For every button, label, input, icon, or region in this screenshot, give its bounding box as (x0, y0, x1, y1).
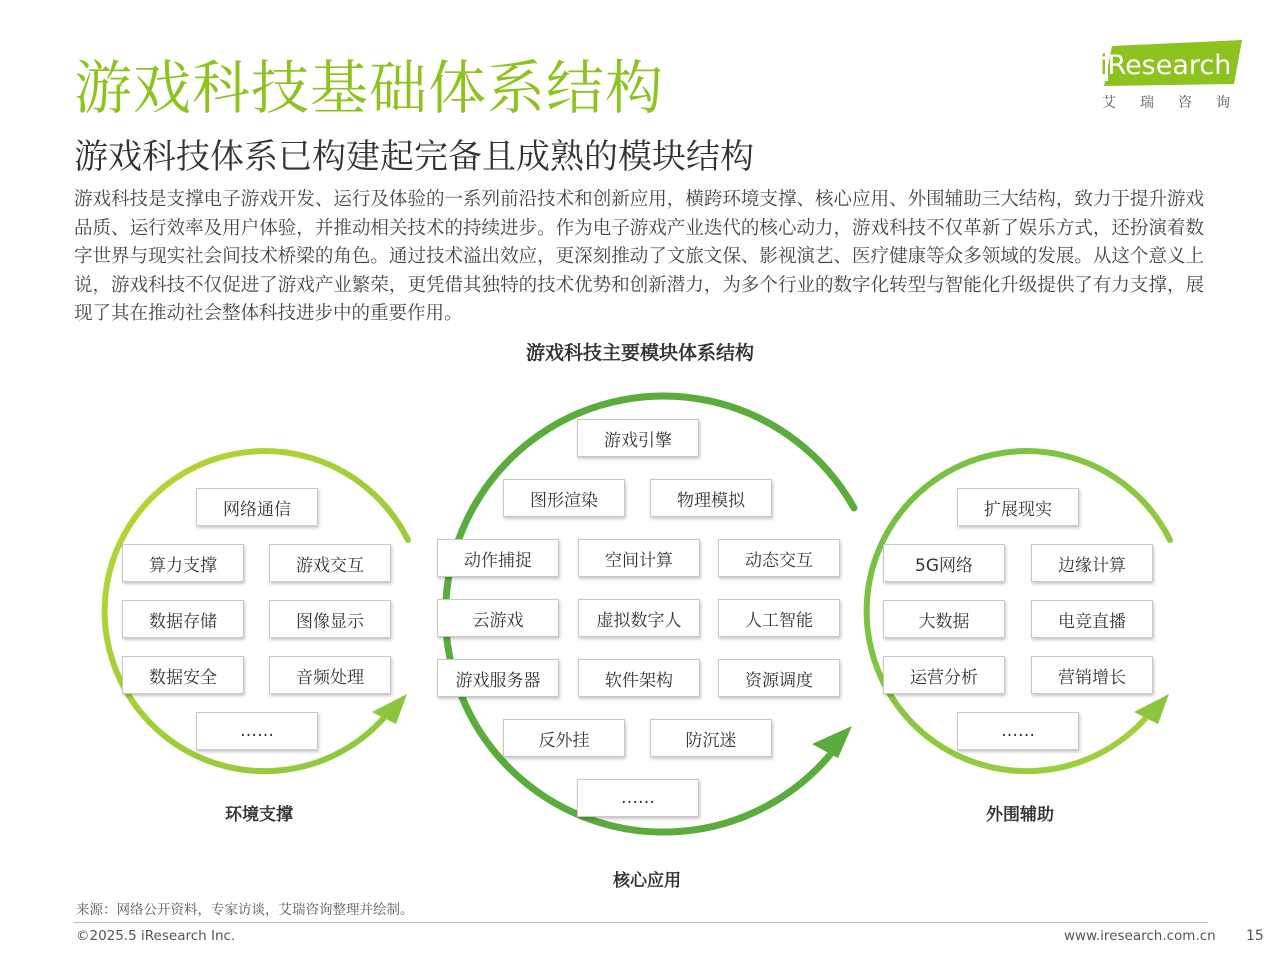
page-title: 游戏科技基础体系结构 (74, 54, 665, 122)
page-subtitle: 游戏科技体系已构建起完备且成熟的模块结构 (74, 137, 754, 177)
module-motion-capture: 动作捕捉 (437, 539, 559, 577)
module-dynamic-interaction: 动态交互 (718, 539, 840, 577)
module-edge-computing: 边缘计算 (1031, 544, 1153, 582)
module-game-server: 游戏服务器 (437, 659, 559, 697)
module-esports-streaming: 电竞直播 (1031, 600, 1153, 638)
group-label-peripheral: 外围辅助 (986, 805, 1054, 825)
module-5g-network: 5G网络 (883, 544, 1005, 582)
module-marketing-growth: 营销增长 (1031, 656, 1153, 694)
module-anti-cheat: 反外挂 (503, 719, 625, 757)
module-extended-reality: 扩展现实 (957, 488, 1079, 526)
module-right-more: …… (957, 712, 1079, 750)
source-note: 来源：网络公开资料，专家访谈，艾瑞咨询整理并绘制。 (76, 902, 414, 918)
module-center-more: …… (577, 779, 699, 817)
module-resource-scheduling: 资源调度 (718, 659, 840, 697)
module-cloud-gaming: 云游戏 (437, 599, 559, 637)
center-ring-arrowhead (812, 726, 852, 758)
module-virtual-human: 虚拟数字人 (578, 599, 700, 637)
group-label-environment: 环境支撑 (225, 805, 293, 825)
group-label-core: 核心应用 (613, 871, 681, 891)
page-number: 15 (1246, 928, 1264, 944)
module-image-display: 图像显示 (269, 600, 391, 638)
module-physics-simulation: 物理模拟 (650, 479, 772, 517)
module-graphics-rendering: 图形渲染 (503, 479, 625, 517)
website-url: www.iresearch.com.cn (1064, 928, 1216, 944)
module-artificial-intelligence: 人工智能 (718, 599, 840, 637)
module-data-security: 数据安全 (122, 656, 244, 694)
module-spatial-computing: 空间计算 (578, 539, 700, 577)
diagram-title: 游戏科技主要模块体系结构 (525, 342, 754, 364)
module-data-storage: 数据存储 (122, 600, 244, 638)
module-left-more: …… (196, 712, 318, 750)
copyright: ©2025.5 iResearch Inc. (76, 928, 236, 944)
logo-research: Research (1107, 50, 1232, 81)
module-anti-addiction: 防沉迷 (650, 719, 772, 757)
module-game-engine: 游戏引擎 (577, 419, 699, 457)
module-game-interaction: 游戏交互 (269, 544, 391, 582)
module-network-communication: 网络通信 (196, 488, 318, 526)
footer-divider (74, 922, 1208, 923)
logo-chinese: 艾瑞咨询 (1102, 95, 1254, 111)
logo-i: i (1100, 50, 1108, 81)
module-compute-support: 算力支撑 (122, 544, 244, 582)
left-ring-arrowhead (372, 694, 407, 724)
module-software-architecture: 软件架构 (578, 659, 700, 697)
module-operations-analysis: 运营分析 (883, 656, 1005, 694)
intro-paragraph: 游戏科技是支撑电子游戏开发、运行及体验的一系列前沿技术和创新应用，横跨环境支撑、核心应用、外围辅助三大结构，致力于提升游戏品质、运行效率及用户体验，并推动相关技术的持续进步。作为电子游戏产业迭代的核心动力，游戏科技不仅革新了娱乐方式，还扮演着数字世界与现实社会间技术桥梁的角色。通过技术溢出效应，更深刻推动了文旅文保、影视演艺、医疗健康等众多领域的发展。从这个意义上说，游戏科技不仅促进了游戏产业繁荣，更凭借其独特的技术优势和创新潜力，为多个行业的数字化转型与智能化升级提供了有力支撑，展现了其在推动社会整体科技进步中的重要作用。 (74, 189, 1204, 324)
right-ring-arrowhead (1134, 694, 1169, 724)
module-big-data: 大数据 (883, 600, 1005, 638)
module-audio-processing: 音频处理 (269, 656, 391, 694)
